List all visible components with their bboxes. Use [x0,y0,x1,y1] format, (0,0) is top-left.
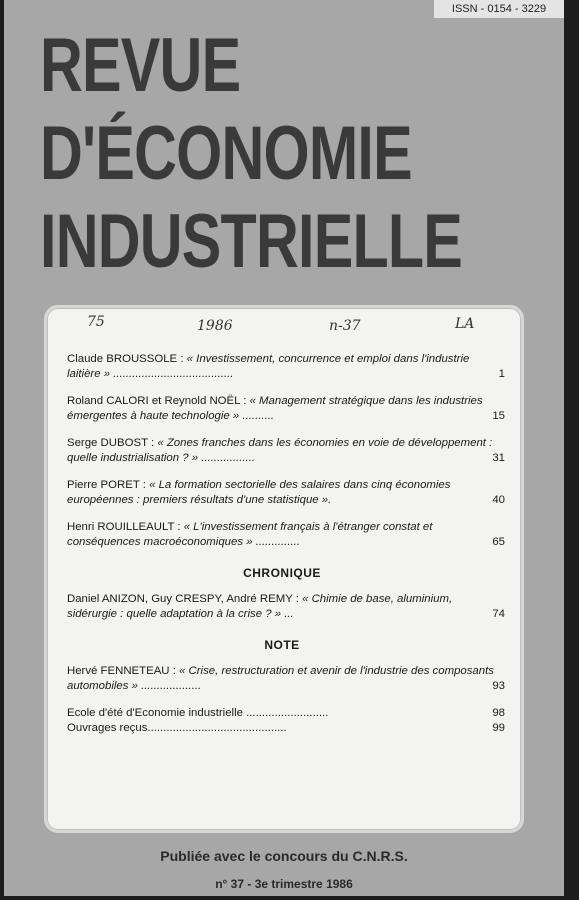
title-line-1: REVUE [40,23,241,108]
toc-entry [67,664,505,694]
toc-entry [67,478,505,508]
toc-title: « L'investissement français à l'étranger constat et conséquences macroéconomiques » .............. [67,521,433,548]
toc-entry [67,436,505,466]
toc-title: « Crise, restructuration et avenir de l'industrie des composants automobiles » ................... [67,665,494,692]
toc-page: 74 [492,608,505,620]
section-heading-chronique: CHRONIQUE [243,566,321,580]
toc-page: 99 [492,722,505,734]
toc-page: 93 [492,680,505,692]
toc-entry [67,394,505,424]
toc-title: « La formation sectorielle des salaires dans cinq économies européennes : premiers résultats d'une statistique ». [67,479,451,506]
toc-author: Claude BROUSSOLE : [67,353,187,365]
section-heading-note: NOTE [264,638,300,652]
toc-author: Pierre PORET : [67,479,150,491]
toc-page: 1 [498,368,505,380]
handwritten-note-1: 75 [87,314,105,330]
toc-page: 40 [492,494,505,506]
toc-title: « Management stratégique dans les industries émergentes à haute technologie » .......... [67,395,483,422]
handwritten-note-3: n-37 [329,318,361,334]
toc-page: 65 [492,536,505,548]
toc-extra-label: Ouvrages reçus............................................ [67,722,287,734]
toc-author: Roland CALORI et Reynold NOËL : [67,395,250,407]
toc-page: 31 [492,452,505,464]
title-line-2: D'ÉCONOMIE [40,111,412,196]
title-line-3: INDUSTRIELLE [40,199,463,284]
table-of-contents [67,352,505,736]
toc-title: « Investissement, concurrence et emploi dans l'industrie laitière » ...................................... [67,353,470,380]
toc-extra-label: Ecole d'été d'Economie industrielle .......................... [67,707,329,719]
journal-cover [4,0,564,896]
contents-panel [44,305,524,833]
toc-entry [67,592,505,622]
toc-author: Serge DUBOST : [67,437,158,449]
toc-extra [67,706,505,721]
toc-extra [67,721,505,736]
publisher-line: Publiée avec le concours du C.N.R.S. [160,848,408,864]
toc-author: Daniel ANIZON, Guy CRESPY, André REMY : [67,593,303,605]
issue-line: n° 37 - 3e trimestre 1986 [215,877,353,891]
issn-label: ISSN - 0154 - 3229 [434,0,564,18]
toc-entry [67,352,505,382]
handwritten-note-2: 1986 [197,318,233,334]
toc-page: 98 [492,707,505,719]
toc-author: Hervé FENNETEAU : [67,665,180,677]
toc-title: « Zones franches dans les économies en voie de développement : quelle industrialisation ? » ................. [67,437,493,464]
toc-entry [67,520,505,550]
toc-page: 15 [492,410,505,422]
journal-title [40,22,462,286]
toc-title: « Chimie de base, aluminium, sidérurgie : quelle adaptation à la crise ? » ... [67,593,453,620]
toc-author: Henri ROUILLEAULT : [67,521,184,533]
handwritten-note-4: LA [455,316,475,332]
